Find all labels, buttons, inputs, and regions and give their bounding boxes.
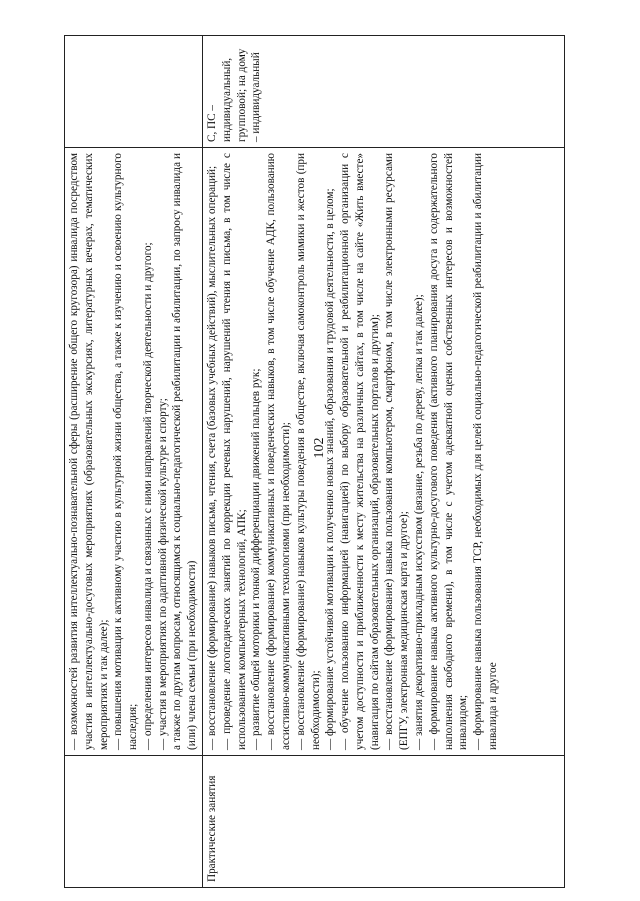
table-row [65, 36, 203, 888]
list-item: — формирование устойчивой мотивации к получению новых знаний, образования и трудовой деятельности, в целом; [324, 188, 337, 750]
services-table [64, 35, 565, 888]
list-item: — формирование навыка пользования ТСР, необходимых для целей социально-педагогической реабилитации и абилитации инвалида и другое [472, 153, 499, 750]
list-item: — обучение пользованию информацией (навигацией) по выбору образовательной и реабилитационной организации с учетом доступности и приближенности к месту жительства на различных сайтах, в том числе на сайте «Жить вместе» (навигация по сайтам образовательных организаций, образовательных порталов и другим); [339, 153, 381, 750]
content-cell [65, 148, 203, 756]
content-cell [203, 148, 565, 756]
rotated-table-wrapper [64, 36, 565, 888]
list-item: — возможностей развития интеллектуально-познавательной сферы (расширение общего кругозора) инвалида посредством участия в интеллектуально-досуговых мероприятиях (образовательных экскурсиях, литературных вечерах, тематических мероприятиях и так далее); [68, 153, 110, 750]
type-cell: Практические занятия [203, 756, 565, 888]
list-item: — проведение логопедических занятий по коррекции речевых нарушений, нарушений чтения и письма, в том числе с использованием компьютерных технологий, АПК; [220, 153, 248, 750]
list-item: — определения интересов инвалида и связанных с ними направлений творческой деятельности и другого; [141, 242, 154, 750]
list-item: — занятия декоративно-прикладным искусством (вязание, резьба по дереву, лепка и так далее); [412, 294, 425, 750]
forms-cell: С, ПС – индивидуальный, групповой; на дому – индивидуальный [203, 36, 565, 148]
list-item: — формирование навыка активного культурно-досугового поведения (активного планирования досуга и содержательного наполнения свободного времени), в том числе с учетом адекватной оценки собственных интересов и возможностей инвалидом; [427, 153, 470, 750]
list-item: — повышения мотивации к активному участию в культурной жизни общества, а также к изучению и освоению культурного наследия; [112, 153, 140, 750]
list-item: — восстановление (формирование) навыков культуры поведения в обществе, включая самоконтроль мимики и жестов (при необходимости); [294, 153, 322, 750]
list-item: — восстановление (формирование) навыков письма, чтения, счета (базовых учебных действий), мыслительных операций; [206, 165, 219, 750]
list-item: — развитие общей моторики и тонкой дифференциации движений пальцев рук; [250, 368, 263, 750]
list-item: — восстановление (формирование) навыка пользования компьютером, смартфоном, в том числе электронными ресурсами (ЕПГУ, электронная медицинская карта и другое); [383, 153, 411, 750]
list-item: — участия в мероприятиях по адаптивной физической культуре и спорту; [156, 398, 169, 750]
forms-cell [65, 36, 203, 148]
type-cell [65, 756, 203, 888]
list-item: — восстановление (формирование) коммуникативных и поведенческих навыков, в том числе обучение АДК, пользованию ассистивно-коммуникативными технологиями (при необходимости); [265, 153, 292, 750]
page-number: 102 [312, 437, 327, 459]
table-row [203, 36, 565, 888]
list-item: а также по другим вопросам, относящимся к социально-педагогической реабилитации и абилитации, по запросу инвалида и (или) члена семьи (при необходимости) [171, 153, 199, 750]
